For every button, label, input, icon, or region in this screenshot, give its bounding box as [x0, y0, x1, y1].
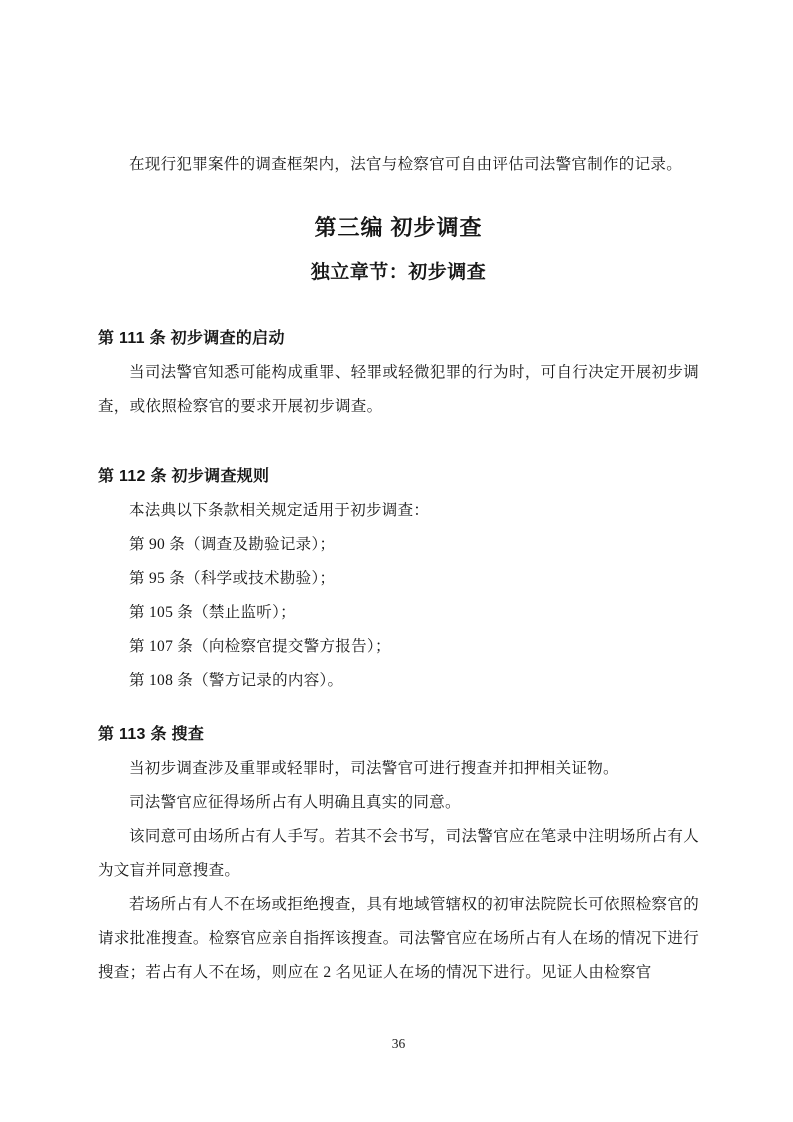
article-113-paragraph-4: 若场所占有人不在场或拒绝搜查，具有地域管辖权的初审法院院长可依照检察官的请求批准搜查。检察官应亲自指挥该搜查。司法警官应在场所占有人在场的情况下进行搜查；若占有人不在场，则应在 2 名见证人在场的情况下进行。见证人由检察官	[98, 896, 699, 981]
intro-paragraph: 在现行犯罪案件的调查框架内，法官与检察官可自由评估司法警官制作的记录。	[129, 156, 683, 173]
article-113	[98, 718, 699, 990]
article-112-item-95: 第 95 条（科学或技术勘验）；	[129, 570, 336, 587]
article-112-item-108: 第 108 条（警方记录的内容）。	[129, 672, 344, 689]
article-113-paragraph-2: 司法警官应征得场所占有人明确且真实的同意。	[129, 794, 461, 811]
article-113-paragraph-3: 该同意可由场所占有人手写。若其不会书写，司法警官应在笔录中注明场所占有人为文盲并同意搜查。	[98, 828, 699, 879]
article-112-heading: 第 112 条 初步调查规则	[98, 468, 270, 485]
article-111-heading: 第 111 条 初步调查的启动	[98, 330, 285, 347]
article-112	[98, 460, 699, 698]
part-title: 第三编 初步调查	[314, 215, 483, 240]
article-111	[98, 322, 699, 424]
chapter-title: 独立章节：初步调查	[310, 262, 487, 283]
article-112-item-105: 第 105 条（禁止监听）；	[129, 604, 296, 621]
article-113-paragraph-1: 当初步调查涉及重罪或轻罪时，司法警官可进行搜查并扣押相关证物。	[129, 760, 619, 777]
page-content	[98, 148, 699, 990]
article-112-intro-line: 本法典以下条款相关规定适用于初步调查：	[129, 502, 430, 519]
page-number: 36	[391, 1036, 406, 1051]
article-113-heading: 第 113 条 搜查	[98, 726, 205, 743]
article-112-item-90: 第 90 条（调查及勘验记录）；	[129, 536, 336, 553]
article-112-item-107: 第 107 条（向检察官提交警方报告）；	[129, 638, 391, 655]
article-111-paragraph: 当司法警官知悉可能构成重罪、轻罪或轻微犯罪的行为时，可自行决定开展初步调查，或依照检察官的要求开展初步调查。	[98, 364, 699, 415]
